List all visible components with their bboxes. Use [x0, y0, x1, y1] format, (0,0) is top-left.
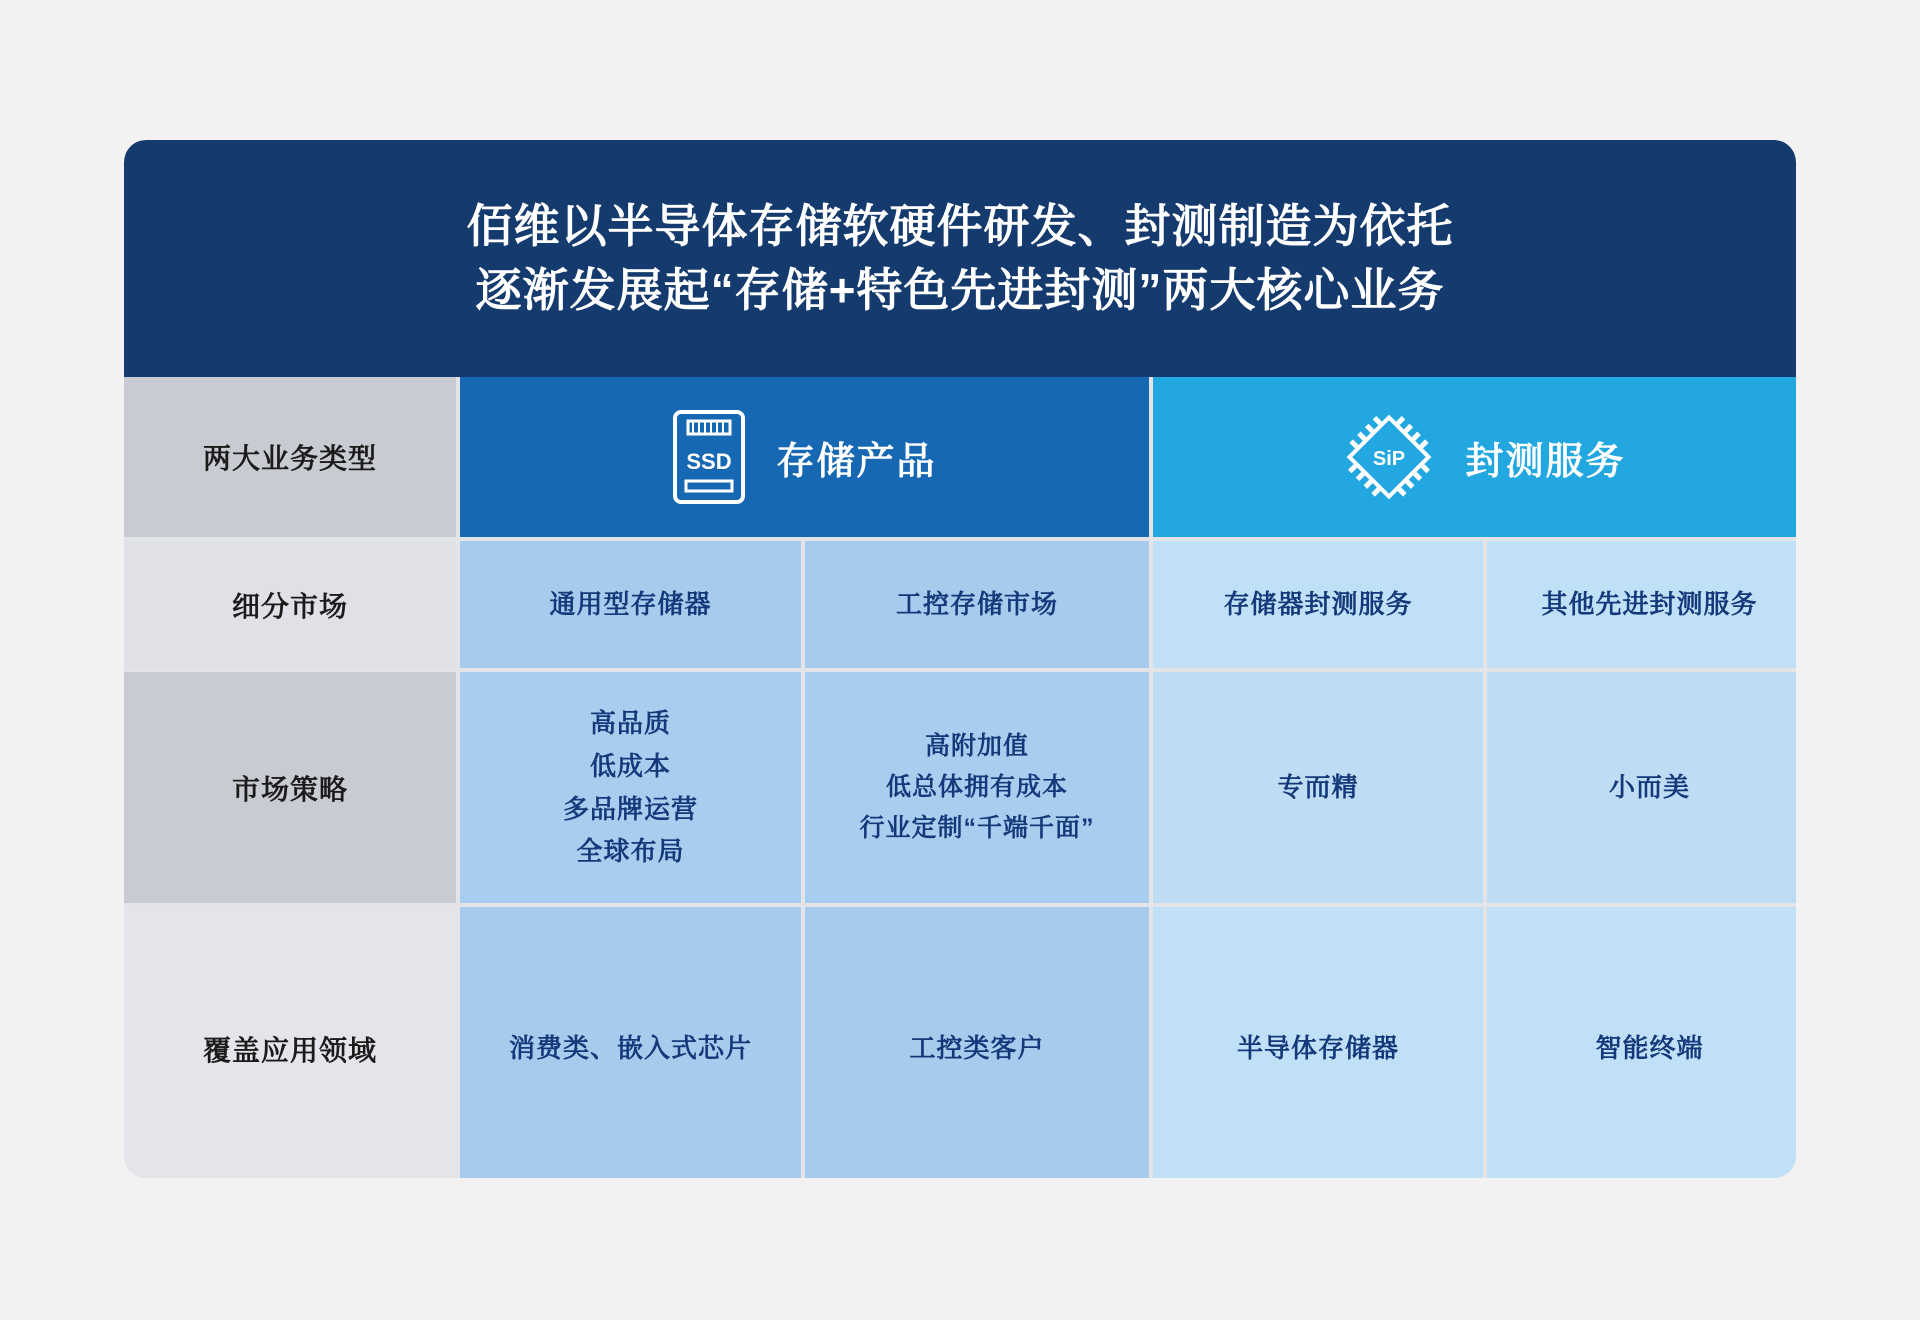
- segment-label-1: 通用型存储器: [549, 589, 712, 620]
- application-cell-3: [1153, 907, 1483, 1178]
- business-matrix: [124, 377, 1796, 1178]
- strategy-cell-2: [805, 672, 1149, 903]
- strategy-1-item-3: 多品牌运营: [562, 793, 698, 824]
- strategy-1-item-2: 低成本: [589, 750, 671, 781]
- header-line-1: 佰维以半导体存储软硬件研发、封测制造为依托: [466, 200, 1454, 253]
- strategy-4-item-1: 小而美: [1608, 772, 1690, 803]
- strategy-cell-4: [1487, 672, 1796, 903]
- row-label-strategy: 市场策略: [124, 672, 456, 903]
- row-label-segments: 细分市场: [124, 541, 456, 668]
- svg-text:SiP: SiP: [1373, 448, 1406, 470]
- business-type-storage: [460, 377, 1149, 537]
- segment-cell-4: [1487, 541, 1796, 668]
- sip-chip-icon: [1339, 407, 1439, 507]
- business-type-package: [1153, 377, 1796, 537]
- segment-label-3: 存储器封测服务: [1223, 589, 1413, 620]
- strategy-2-item-3: 行业定制“千端千面”: [859, 814, 1095, 843]
- segment-label-4: 其他先进封测服务: [1541, 589, 1758, 620]
- ssd-icon: [672, 409, 746, 505]
- strategy-cell-1: [460, 672, 801, 903]
- strategy-1-item-4: 全球布局: [576, 836, 685, 867]
- application-cell-1: [460, 907, 801, 1178]
- strategy-2-item-1: 高附加值: [924, 731, 1029, 760]
- card-header: [124, 140, 1796, 377]
- application-label-2: 工控类客户: [909, 1033, 1045, 1064]
- segment-label-2: 工控存储市场: [895, 589, 1058, 620]
- application-cell-2: [805, 907, 1149, 1178]
- strategy-2-item-2: 低总体拥有成本: [885, 772, 1068, 801]
- segment-cell-3: [1153, 541, 1483, 668]
- segment-cell-2: [805, 541, 1149, 668]
- row-label-applications: 覆盖应用领域: [124, 907, 456, 1178]
- business-type-storage-label: 存储产品: [776, 440, 937, 483]
- segment-cell-1: [460, 541, 801, 668]
- application-label-4: 智能终端: [1595, 1033, 1704, 1064]
- application-label-3: 半导体存储器: [1236, 1033, 1399, 1064]
- strategy-3-item-1: 专而精: [1277, 772, 1359, 803]
- row-label-business-types: 两大业务类型: [124, 377, 456, 537]
- header-line-2: 逐渐发展起“存储+特色先进封测”两大核心业务: [475, 263, 1445, 316]
- business-overview-card: [124, 140, 1796, 1178]
- svg-text:SSD: SSD: [686, 449, 733, 474]
- strategy-cell-3: [1153, 672, 1483, 903]
- business-type-package-label: 封测服务: [1465, 440, 1626, 483]
- application-cell-4: [1487, 907, 1796, 1178]
- application-label-1: 消费类、嵌入式芯片: [508, 1033, 752, 1064]
- strategy-1-item-1: 高品质: [589, 707, 671, 738]
